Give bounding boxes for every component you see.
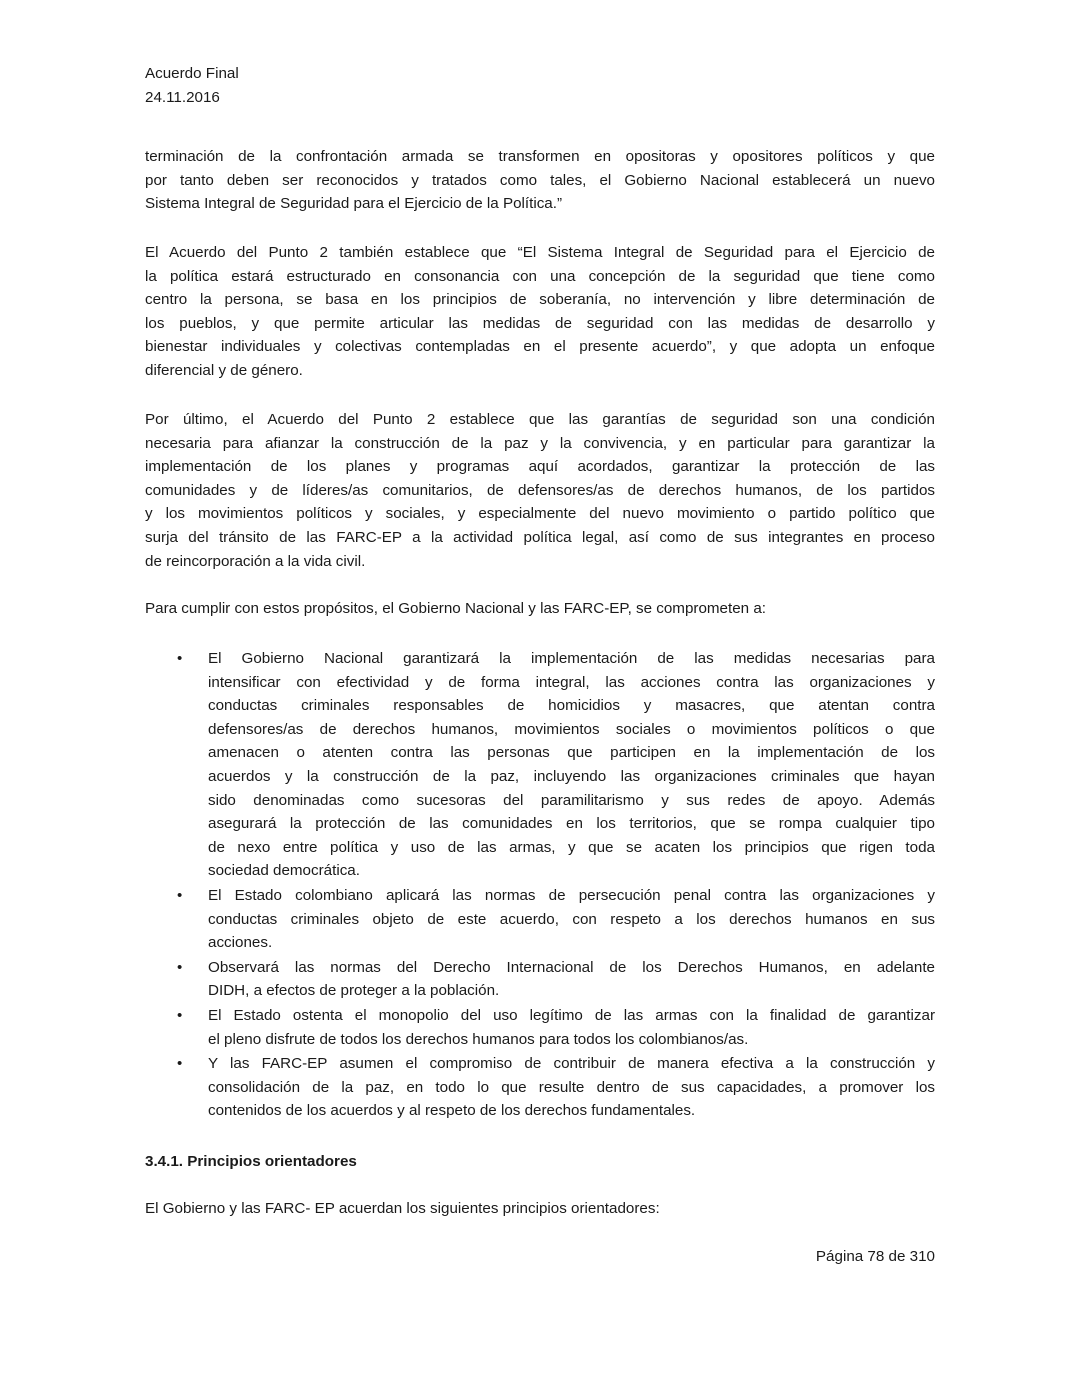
paragraph	[145, 145, 935, 216]
text-line: de nexo entre política y uso de las armas, y que se acaten los principios que rigen toda	[208, 838, 935, 856]
text-line: surja del tránsito de las FARC-EP a la actividad política legal, así como de sus integrantes en proceso	[145, 528, 935, 546]
text-line: por tanto deben ser reconocidos y tratados como tales, el Gobierno Nacional establecerá un nuevo	[145, 171, 935, 189]
text-line: Y las FARC-EP asumen el compromiso de contribuir de manera efectiva a la construcción y	[208, 1055, 935, 1073]
text-line: la política estará estructurado en consonancia con una concepción de la seguridad que tiene como	[145, 267, 935, 285]
section-heading: 3.4.1. Principios orientadores	[145, 1153, 357, 1170]
text-line: El Acuerdo del Punto 2 también establece que “El Sistema Integral de Seguridad para el Ejercicio de	[145, 244, 935, 261]
bullet-item	[177, 956, 935, 1003]
bullet-icon: •	[177, 958, 183, 976]
text-line: El Gobierno Nacional garantizará la implementación de las medidas necesarias para	[208, 650, 935, 667]
text-line: el pleno disfrute de todos los derechos humanos para todos los colombianos/as.	[208, 1030, 749, 1048]
text-line: sido denominadas como sucesoras del paramilitarismo y sus redes de apoyo. Además	[208, 791, 935, 809]
text-line: comunidades y de líderes/as comunitarios, de defensores/as de derechos humanos, de los partidos	[145, 481, 935, 499]
text-line: defensores/as de derechos humanos, movimientos sociales o movimientos políticos o que	[208, 720, 935, 738]
text-line: DIDH, a efectos de proteger a la población.	[208, 982, 500, 1000]
text-line: asegurará la protección de las comunidades en los territorios, que se rompa cualquier tipo	[208, 815, 935, 833]
text-line: intensificar con efectividad y de forma integral, las acciones contra las organizaciones y	[208, 673, 935, 691]
text-line: de reincorporación a la vida civil.	[145, 552, 366, 570]
text-line: sociedad democrática.	[208, 862, 360, 880]
paragraph	[145, 241, 935, 383]
text-line: El Estado ostenta el monopolio del uso legítimo de las armas con la finalidad de garantizar	[208, 1007, 935, 1024]
header-title: Acuerdo Final	[145, 65, 239, 82]
text-line: conductas criminales objeto de este acuerdo, con respeto a los derechos humanos en sus	[208, 910, 935, 928]
paragraph	[145, 408, 935, 573]
text-line: terminación de la confrontación armada se transformen en opositoras y opositores políticos y que	[145, 148, 935, 165]
text-line: contenidos de los acuerdos y al respeto de los derechos fundamentales.	[208, 1102, 696, 1120]
bullet-icon: •	[177, 650, 183, 667]
text-line: los pueblos, y que permite articular las medidas de seguridad con las medidas de desarrollo y	[145, 314, 935, 332]
text-line: bienestar individuales y colectivas contempladas en el presente acuerdo”, y que adopta un enfoque	[145, 338, 935, 356]
text-line: centro la persona, se basa en los principios de soberanía, no intervención y libre determinación de	[145, 291, 935, 309]
bullet-icon: •	[177, 887, 183, 904]
bullet-item	[177, 647, 935, 883]
text-line: El Estado colombiano aplicará las normas de persecución penal contra las organizaciones y	[208, 887, 935, 904]
closing-paragraph: El Gobierno y las FARC- EP acuerdan los siguientes principios orientadores:	[145, 1200, 660, 1217]
text-line: necesaria para afianzar la construcción de la paz y la convivencia, y en particular para garantizar la	[145, 434, 935, 452]
text-line: conductas criminales responsables de homicidios y masacres, que atentan contra	[208, 697, 935, 715]
text-line: Observará las normas del Derecho Internacional de los Derechos Humanos, en adelante	[208, 958, 935, 976]
bullet-item	[177, 1052, 935, 1123]
text-line: implementación de los planes y programas aquí acordados, garantizar la protección de las	[145, 458, 935, 476]
text-line: Para cumplir con estos propósitos, el Gobierno Nacional y las FARC-EP, se comprometen a:	[145, 600, 767, 617]
text-line: y los movimientos políticos y sociales, y especialmente del nuevo movimiento o partido político que	[145, 505, 935, 523]
text-line: consolidación de la paz, en todo lo que resulte dentro de sus capacidades, a promover los	[208, 1078, 935, 1096]
bullet-item	[177, 884, 935, 955]
bullet-icon: •	[177, 1055, 183, 1073]
paragraph	[145, 597, 935, 621]
text-line: amenacen o atenten contra las personas que participen en la implementación de los	[208, 744, 935, 762]
page-number: Página 78 de 310	[815, 1248, 935, 1265]
text-line: acuerdos y la construcción de la paz, incluyendo las organizaciones criminales que hayan	[208, 767, 935, 785]
bullet-icon: •	[177, 1007, 183, 1024]
bullet-item	[177, 1004, 935, 1051]
text-line: diferencial y de género.	[145, 361, 303, 379]
text-line: Por último, el Acuerdo del Punto 2 establece que las garantías de seguridad son una condición	[145, 411, 935, 428]
header-date: 24.11.2016	[145, 88, 220, 106]
text-line: Sistema Integral de Seguridad para el Ejercicio de la Política.”	[145, 195, 563, 213]
text-line: acciones.	[208, 934, 273, 952]
header	[145, 62, 935, 109]
